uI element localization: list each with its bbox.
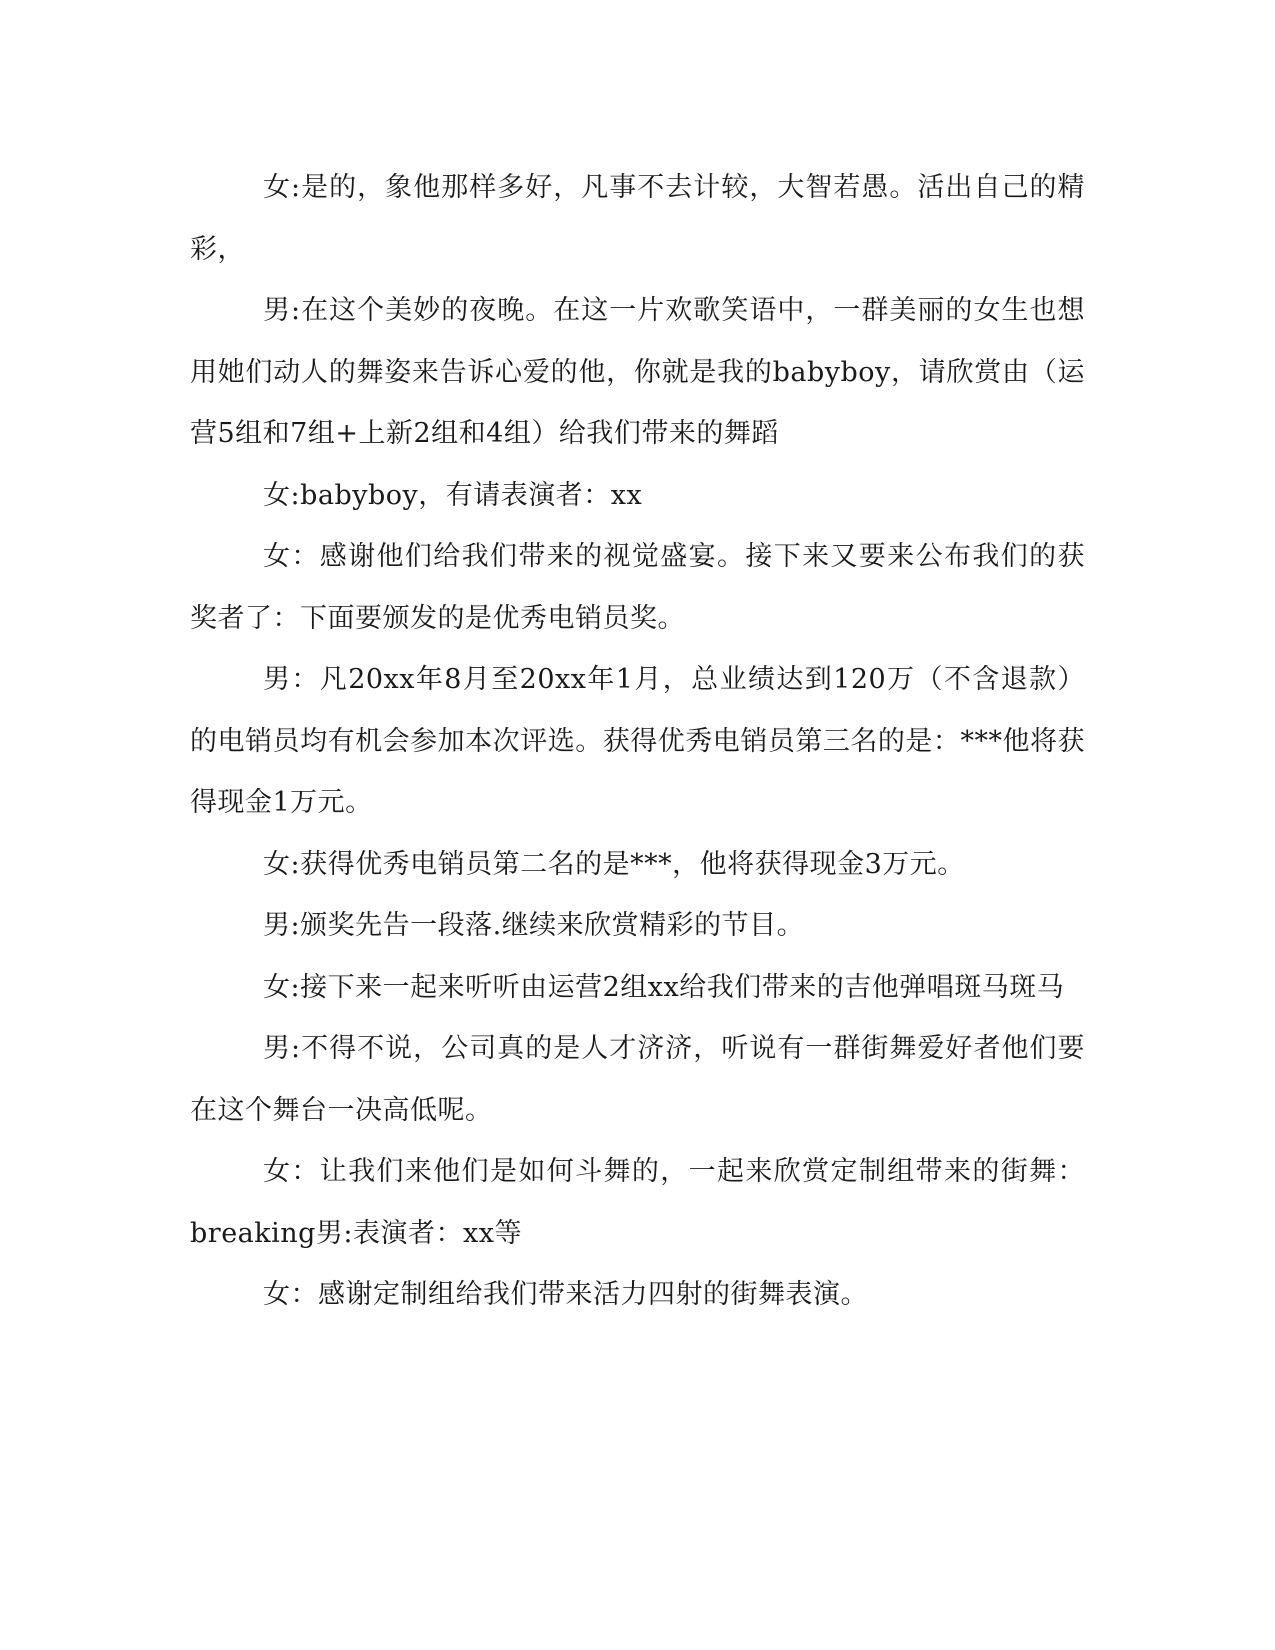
paragraph: 男:颁奖先告一段落.继续来欣赏精彩的节目。	[263, 910, 805, 941]
paragraph: 女:是的，象他那样多好，凡事不去计较，大智若愚。活出自己的精彩，	[190, 172, 1085, 265]
paragraph: 女：感谢他们给我们带来的视觉盛宴。接下来又要来公布我们的获奖者了：下面要颁发的是优秀电销员奖。	[190, 541, 1085, 634]
paragraph: 男：凡20xx年8月至20xx年1月，总业绩达到120万（不含退款）的电销员均有机会参加本次评选。获得优秀电销员第三名的是：***他将获得现金1万元。	[190, 664, 1085, 818]
paragraph: 女：感谢定制组给我们带来活力四射的街舞表演。	[263, 1279, 868, 1310]
paragraph: 女：让我们来他们是如何斗舞的，一起来欣赏定制组带来的街舞：breaking男:表演者：xx等	[190, 1156, 1085, 1249]
paragraph: 女:获得优秀电销员第二名的是***，他将获得现金3万元。	[263, 848, 965, 880]
paragraph: 男:在这个美妙的夜晚。在这一片欢歌笑语中，一群美丽的女生也想用她们动人的舞姿来告诉心爱的他，你就是我的babyboy，请欣赏由（运营5组和7组+上新2组和4组）给我们带来的舞蹈	[190, 295, 1085, 449]
paragraph: 女:babyboy，有请表演者：xx	[263, 479, 643, 511]
document-body	[190, 157, 1085, 1326]
paragraph: 男:不得不说，公司真的是人才济济，听说有一群街舞爱好者他们要在这个舞台一决高低呢。	[190, 1033, 1085, 1126]
paragraph: 女:接下来一起来听听由运营2组xx给我们带来的吉他弹唱斑马斑马	[263, 971, 1065, 1003]
